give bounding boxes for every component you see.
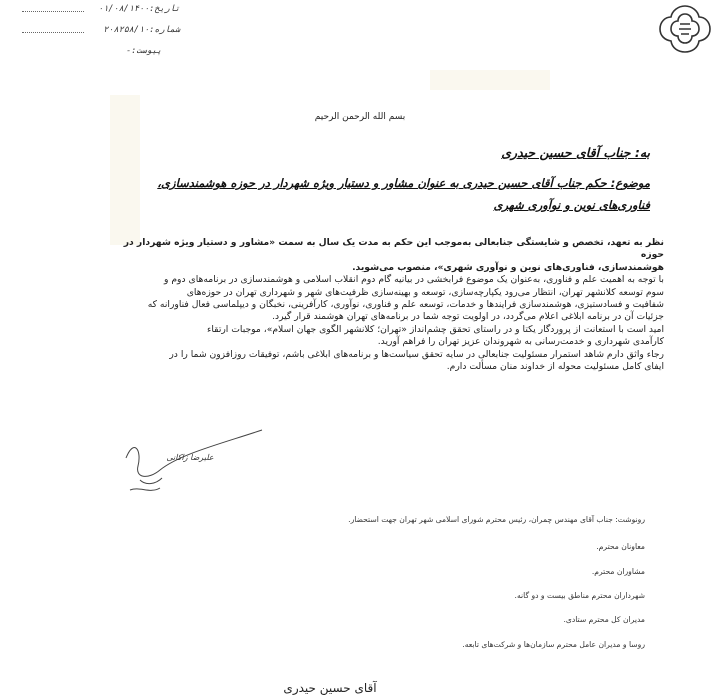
body-line: جزئیات آن در برنامه ابلاغی اعلام می‌گردد، در اولویت توجه شما در برنامه‌های تهران هوشمند قرار گیرد. bbox=[272, 311, 664, 323]
cc-line: مشاوران محترم. bbox=[591, 567, 645, 576]
subject-line-2: فناوری‌های نوین و نوآوری شهری bbox=[493, 198, 650, 212]
body-line: ایفای کامل مسئولیت محوله از خداوند منان مسألت دارم. bbox=[446, 361, 664, 373]
cc-line: شهرداران محترم مناطق بیست و دو گانه. bbox=[514, 591, 645, 600]
signature-name: علیرضا زاکانی bbox=[166, 453, 214, 462]
number-value: ۲۰۸۲۵۸/۱۰ bbox=[103, 25, 150, 35]
cc-line: مدیران کل محترم ستادی. bbox=[563, 615, 645, 624]
cc-line: رونوشت: جناب آقای مهندس چمران، رئیس محترم شورای اسلامی شهر تهران جهت استحضار. bbox=[348, 515, 645, 524]
cc-line: روسا و مدیران عامل محترم سازمان‌ها و شرکت‌های تابعه. bbox=[462, 640, 645, 649]
cc-line: معاونان محترم. bbox=[596, 542, 645, 551]
body-line: هوشمندسازی، فناوری‌های نوین و نوآوری شهری»، منصوب می‌شوید. bbox=[352, 261, 664, 273]
dotted-leader bbox=[22, 32, 84, 33]
body-line: شفافیت و فسادستیزی، هوشمندسازی فرایندها و خدمات، توسعه علم و فناوری، نوآوری، کارآفرینی، نخبگان و دیپلماسی فعال فناورانه که bbox=[147, 299, 664, 311]
footer-caption: آقای حسین حیدری bbox=[283, 681, 377, 695]
number-row bbox=[22, 24, 182, 42]
body-line: سوم توسعه کلانشهر تهران، انتظار می‌رود یکپارچه‌سازی، توسعه و بهینه‌سازی ظرفیت‌های شهر و شهرداری تهران در حوزه‌های bbox=[186, 286, 664, 298]
signature bbox=[120, 420, 270, 500]
body-line: با توجه به اهمیت علم و فناوری، به‌عنوان یک موضوع فرابخشی در بیانیه گام دوم انقلاب اسلامی و هوشمندسازی در برنامه‌های دوم و bbox=[164, 274, 664, 286]
body-line: نظر به تعهد، تخصص و شایستگی جنابعالی به‌موجب این حکم به مدت یک سال به سمت «مشاور و دستیار ویژه شهردار در حوزه bbox=[123, 237, 664, 261]
attachment-value: - bbox=[126, 46, 132, 56]
addressee: به: جناب آقای حسین حیدری bbox=[501, 145, 650, 160]
date-row bbox=[22, 3, 182, 21]
date-label: تاریخ: bbox=[149, 4, 180, 14]
date-value: ۰۱/۰۸/۱۴۰۰ bbox=[98, 4, 150, 14]
attachment-label: پیوست: bbox=[131, 46, 162, 56]
attachment-row bbox=[22, 45, 182, 63]
dotted-leader bbox=[22, 11, 84, 12]
body-line: امید است با استعانت از پروردگار یکتا و در راستای تحقق چشم‌انداز «تهران؛ کلانشهر الگوی جهان اسلام»، موجبات ارتقاء bbox=[207, 323, 664, 335]
letter-body bbox=[104, 237, 664, 373]
basmala: بسم الله الرحمن الرحیم bbox=[314, 112, 406, 122]
subject-line-1: موضوع: حکم جناب آقای حسین حیدری به عنوان مشاور و دستیار ویژه شهردار در حوزه هوشمندسازی، bbox=[157, 176, 650, 190]
tehran-municipality-logo bbox=[654, 2, 716, 56]
body-line: کارآمدی شهرداری و خدمت‌رسانی به شهروندان عزیز تهران را فراهم آورید. bbox=[377, 336, 664, 348]
body-line: رجاء واثق دارم شاهد استمرار مسئولیت جنابعالی در سایه تحقق سیاست‌ها و برنامه‌های ابلاغی باشم، توفیقات روزافزون شما را در bbox=[169, 348, 664, 360]
number-label: شماره: bbox=[149, 25, 180, 35]
